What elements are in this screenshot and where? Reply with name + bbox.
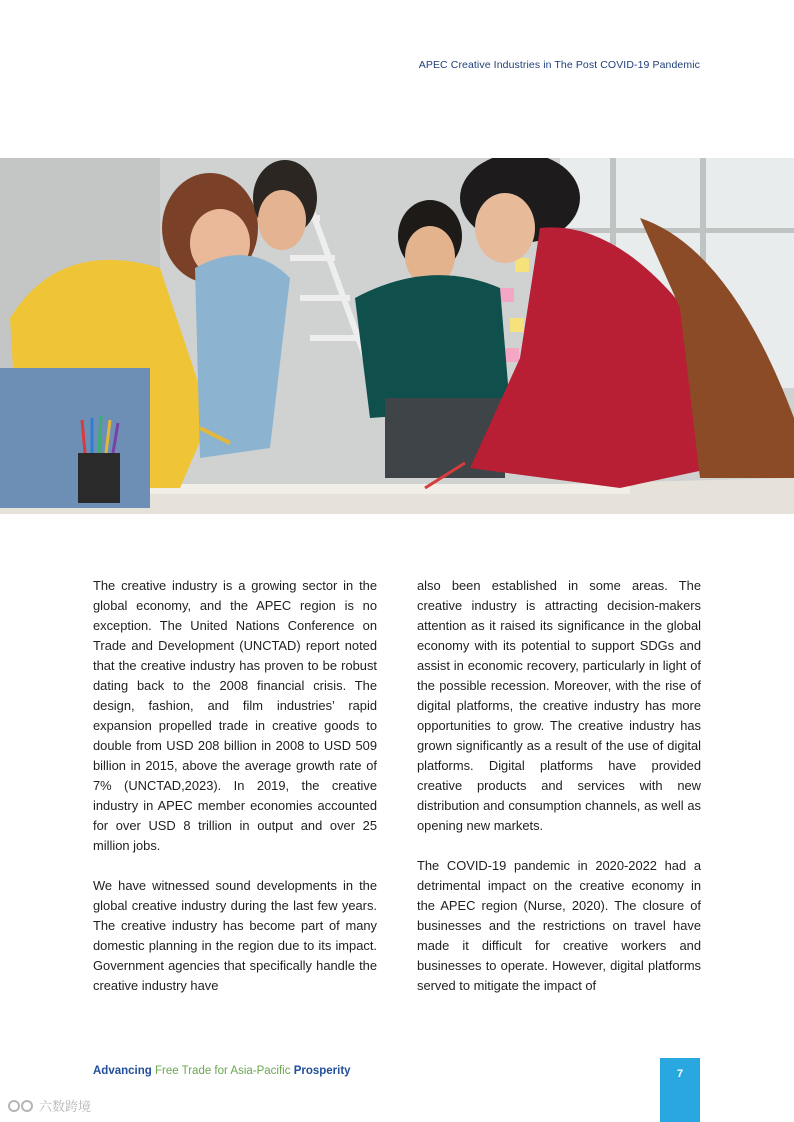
paragraph: We have witnessed sound developments in the global creative industry during the last few years. The creative industry has become part of many domestic planning in the region due to its impact. Government agencies that specifically handle the creative industry have xyxy=(93,878,377,993)
paragraph: also been established in some areas. The creative industry is attracting decision-makers attention as it raised its significance in the global economy with its potential to support SDGs and assist in economic recovery, particularly in light of the possible recession. Moreover, with the rise of digital platforms, the creative industry has more opportunities to grow. The creative industry has grown significantly as a result of the use of digital platforms. Digital platforms have provided creative products and services with new distribution and consumption channels, as well as opening new markets. xyxy=(417,578,701,833)
watermark-text: 六数跨境 xyxy=(39,1099,92,1114)
tagline-prosperity: Prosperity xyxy=(293,1065,351,1077)
left-text-column xyxy=(93,576,377,1016)
footer-tagline xyxy=(93,1065,351,1077)
right-text-column xyxy=(417,576,701,1016)
running-header: APEC Creative Industries in The Post COVID-19 Pandemic xyxy=(418,59,700,71)
photo-illustration xyxy=(0,158,794,514)
paragraph: The creative industry is a growing sector in the global economy, and the APEC region is no exception. The United Nations Conference on Trade and Development (UNCTAD) report noted that the creative industry has proven to be robust dating back to the 2008 financial crisis. The design, fashion, and film industries’ rapid expansion propelled trade in creative goods to double from USD 208 billion in 2008 to USD 509 billion in 2015, above the average growth rate of 7% (UNCTAD,2023). In 2019, the creative industry in APEC member economies accounted for over USD 8 trillion in output and over 25 million jobs. xyxy=(93,578,377,853)
tagline-middle: Free Trade for Asia-Pacific xyxy=(151,1065,294,1077)
team-collaboration-photo xyxy=(0,158,794,514)
page-number: 7 xyxy=(676,1068,684,1080)
watermark xyxy=(7,1096,91,1115)
page-number-tab xyxy=(660,1058,700,1122)
paragraph: The COVID-19 pandemic in 2020-2022 had a detrimental impact on the creative economy in the APEC region (Nurse, 2020). The closure of businesses and the restrictions on travel have made it difficult for creative workers and businesses to operate. However, digital platforms served to mitigate the impact of xyxy=(417,858,701,993)
tagline-advancing: Advancing xyxy=(93,1065,152,1077)
watermark-logo-icon xyxy=(7,1098,35,1114)
